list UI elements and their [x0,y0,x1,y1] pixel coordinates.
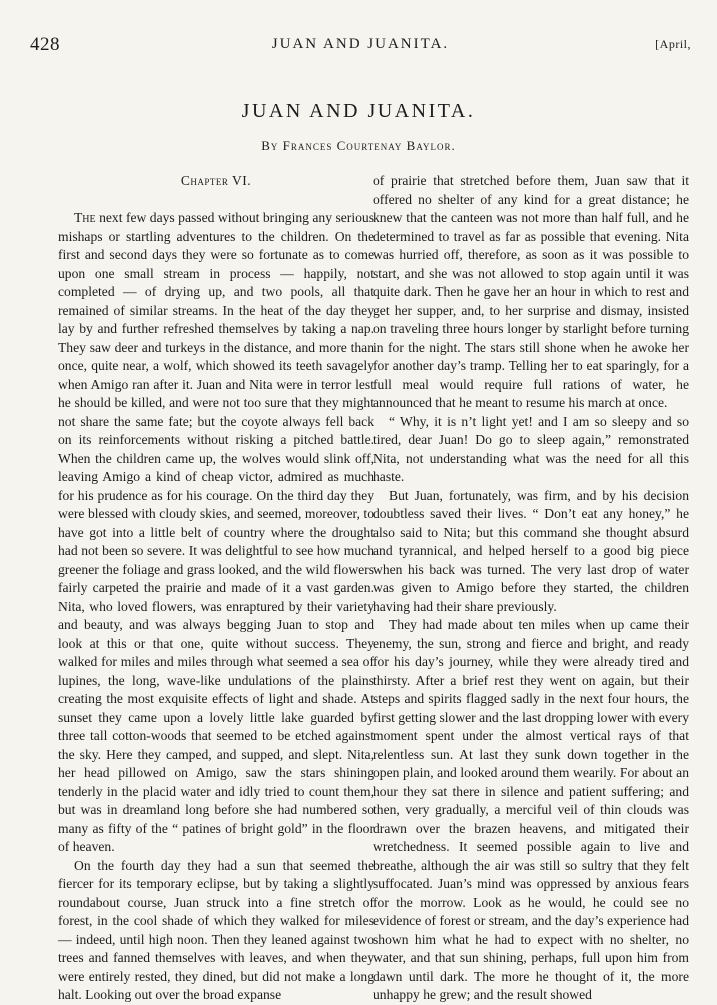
article-title: JUAN AND JUANITA. [241,100,476,122]
page-number: 428 [30,34,60,55]
paragraph: But Juan, fortunately, was firm, and by his decision doubtless saved their lives. “ Don’t eat any honey,” he also said to Nita; but this command she thought absurd and tyrannical, and helped herself to a good big piece when his back was turned. The very last drop of water was given to Amigo before they started, the children having had their share previously. [373,487,689,614]
paragraph-lead: The [74,210,96,225]
paragraph: “ Why, it is n’t light yet! and I am so sleepy and so tired, dear Juan! Do go to sleep again,” remonstrated Nita, not understanding what was the need for all this haste. [373,413,689,484]
running-title: JUAN AND JUANITA. [271,36,450,52]
left-column [58,172,374,1005]
paragraph: They had made about ten miles when up came their enemy, the sun, strong and fierce and bright, and ready for his day’s journey, while they were already tired and thirsty. After a brief rest they went on again, but their steps and spirits flagged sadly in the next four hours, the first getting slower and the last dropping lower with every moment spent under the almost vertical rays of that relentless sun. At last they sunk down together in the open plain, and looked around them wearily. For about an hour they sat there in silence and patient suffering; and then, very gradually, a merciful veil of thin clouds was drawn over the brazen heavens, and mitigated their wretchedness. It seemed possible again to live and breathe, although the air was still so sultry that they felt suffocated. Juan’s mind was oppressed by anxious fears for the morrow. Look as he would, he could see no evidence of forest or stream, and the day’s experience had shown him what he had to expect with no shelter, no water, and that sun shining, perhaps, full upon him from dawn until dark. The more he thought of it, the more unhappy he grew; and the result showed [373,617,689,1002]
chapter-heading: Chapter VI. [180,173,252,188]
article-byline: By Frances Courtenay Baylor. [261,138,456,153]
running-head [30,34,691,60]
running-month: [April, [655,37,691,51]
paragraph [58,209,374,857]
paragraph-text: next few days passed without bringing any serious mishaps or startling adventures to the children. On the first and second days they were so fortunate as to come upon one small stream in process — happily, not completed — of drying up, and two pools, all that remained of similar streams. In the heat of the day they lay by and further refreshed themselves by taking a nap. They saw deer and turkeys in the distance, and more than once, quite near, a wolf, which showed its teeth savagely when Amigo ran after it. Juan and Nita were in terror lest he should be killed, and were not too sure that they might not share the same fate; but the coyote always fell back on its reinforcements without risking a pitched battle. When the children came up, the wolves would slink off, leaving Amigo a kind of cheap victor, admired as much for his prudence as for his courage. On the third day they were blessed with cloudy skies, and seemed, moreover, to have got into a little belt of country where the drought had not been so severe. It was delightful to see how much greener the foliage and grass looked, and the wild flowers fairly carpeted the prairie and made of it a vast garden. Nita, who loved flowers, was enraptured by their variety and beauty, and was always begging Juan to stop and look at this or that one, quite without success. They walked for miles and miles through what seemed a sea of lupines, the long, wave-like undulations of the plains creating the most exquisite effects of light and shade. At sunset they came upon a lovely little lake guarded by three tall cotton-woods that seemed to be etched against the sky. Here they camped, and supped, and slept. Nita, her head pillowed on Amigo, saw the stars shining tenderly in the placid water and idly tried to count them, but was in dreamland long before she had numbered so many as fifty of the “ patines of bright gold” in the floor of heaven. [58,210,374,854]
right-column [373,172,689,1005]
paragraph: On the fourth day they had a sun that seemed the fiercer for its temporary eclipse, but by taking a slightly roundabout course, Juan struck into a fine stretch of forest, in the cool shade of which they walked for miles — indeed, until high noon. Then they leaned against two trees and fanned themselves with leaves, and when they were entirely rested, they dined, but did not make a long halt. Looking out over the broad expanse [58,857,374,1002]
paragraph: of prairie that stretched before them, Juan saw that it offered no shelter of any kind for a great distance; he knew that the canteen was not more than half full, and he determined to travel as far as possible that evening. Nita was hurried off, therefore, as soon as it was possible to start, and she was not allowed to stop again until it was quite dark. Then he gave her an hour in which to rest and get her supper, and, to her surprise and dismay, insisted on traveling three hours longer by starlight before turning in for the night. The stars still shone when he awoke her for another day’s tramp. Telling her to eat sparingly, for a full meal would require full rations of water, he announced that he meant to resume his march at once. [373,173,689,410]
